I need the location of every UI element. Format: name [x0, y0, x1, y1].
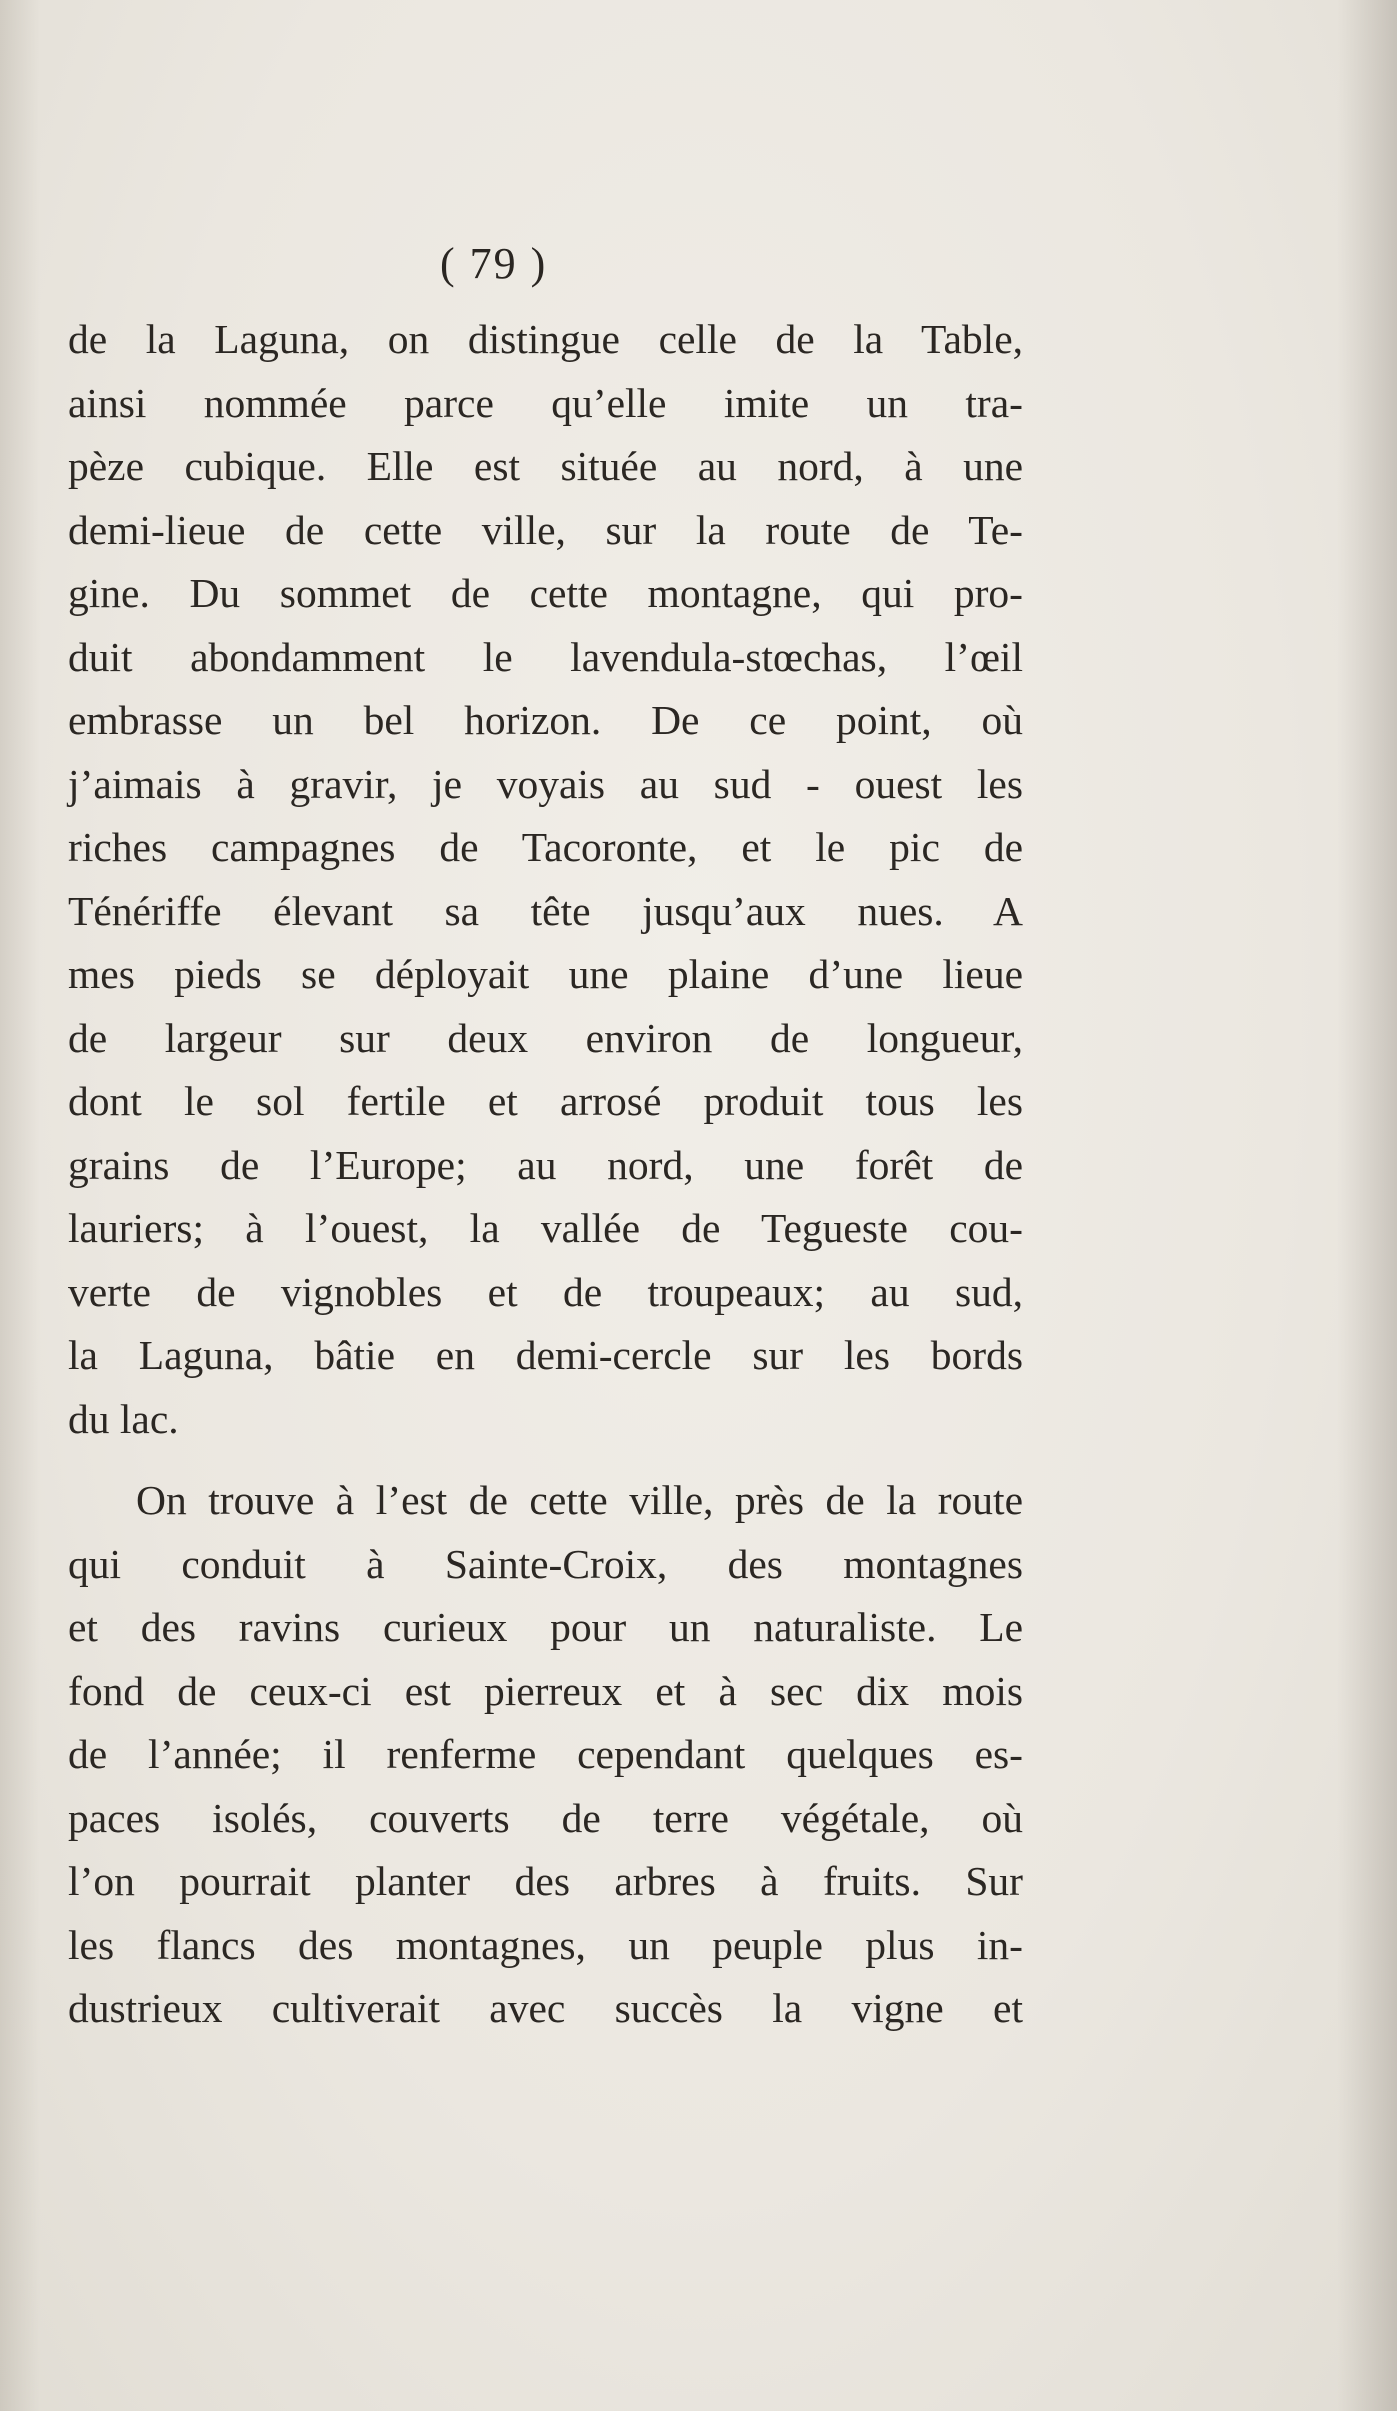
text-line: demi-lieue de cette ville, sur la route de Te- — [68, 506, 1023, 553]
text-line: de largeur sur deux environ de longueur, — [68, 1014, 1023, 1061]
text-line: de la Laguna, on distingue celle de la Table, — [68, 316, 1023, 362]
text-line: mes pieds se déployait une plaine d’une lieue — [68, 951, 1023, 997]
text-line: paces isolés, couverts de terre végétale, où — [68, 1794, 1023, 1841]
text-line: la Laguna, bâtie en demi-cercle sur les bords — [68, 1332, 1023, 1378]
text-line: embrasse un bel horizon. De ce point, où — [68, 697, 1023, 743]
text-line: lauriers; à l’ouest, la vallée de Tegueste cou- — [68, 1205, 1023, 1251]
paragraph-2 — [68, 1469, 1023, 2041]
text-line: Ténériffe élevant sa tête jusqu’aux nues. A — [68, 887, 1023, 934]
text-line: verte de vignobles et de troupeaux; au sud, — [68, 1268, 1023, 1315]
body-text — [68, 308, 1023, 2041]
text-line: dustrieux cultiverait avec succès la vigne et — [68, 1985, 1023, 2031]
text-line: de l’année; il renferme cependant quelques es- — [68, 1731, 1023, 1777]
text-line: On trouve à l’est de cette ville, près de la route — [136, 1477, 1023, 1523]
paragraph-1 — [68, 308, 1023, 1451]
text-line: dont le sol fertile et arrosé produit tous les — [68, 1078, 1023, 1124]
text-line: l’on pourrait planter des arbres à fruits. Sur — [68, 1858, 1023, 1904]
text-line: ainsi nommée parce qu’elle imite un tra- — [68, 379, 1023, 426]
text-line: qui conduit à Sainte-Croix, des montagnes — [68, 1540, 1023, 1587]
text-line: riches campagnes de Tacoronte, et le pic de — [68, 824, 1023, 870]
text-line: les flancs des montagnes, un peuple plus in- — [68, 1921, 1023, 1968]
text-line: grains de l’Europe; au nord, une forêt de — [68, 1141, 1023, 1188]
text-line: pèze cubique. Elle est située au nord, à une — [68, 443, 1023, 489]
text-line: gine. Du sommet de cette montagne, qui pro- — [68, 570, 1023, 616]
text-line: duit abondamment le lavendula-stœchas, l’œil — [68, 633, 1023, 680]
page-number: ( 79 ) — [440, 239, 548, 288]
paragraph-gap — [68, 1451, 1023, 1469]
text-line: j’aimais à gravir, je voyais au sud - ouest les — [68, 760, 1023, 807]
text-line: fond de ceux-ci est pierreux et à sec dix mois — [68, 1667, 1023, 1714]
text-line: du lac. — [68, 1395, 179, 1442]
text-line: et des ravins curieux pour un naturaliste. Le — [68, 1604, 1023, 1650]
